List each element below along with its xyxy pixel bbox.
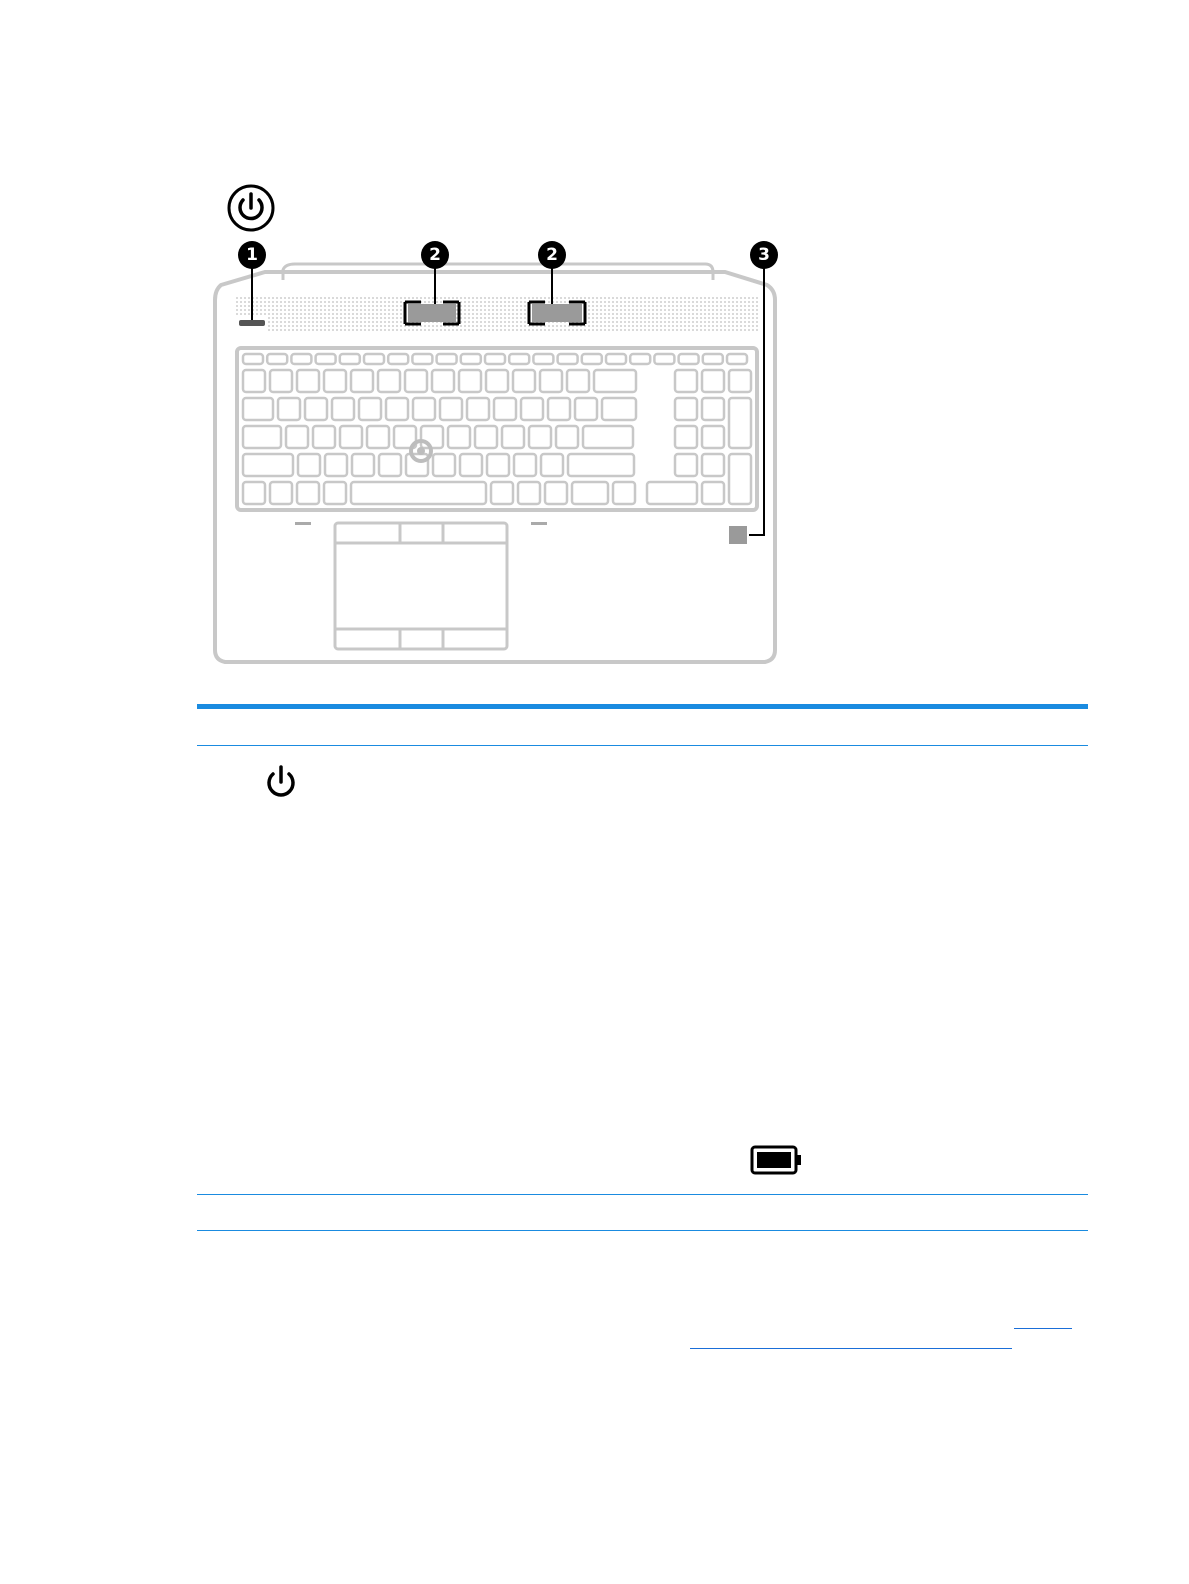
cross-reference-link-continued[interactable] bbox=[690, 1348, 1012, 1349]
callout-2a-leader bbox=[434, 268, 436, 304]
power-button-shape bbox=[239, 320, 265, 326]
callout-2b: 2 bbox=[538, 241, 566, 269]
callout-2a: 2 bbox=[421, 241, 449, 269]
callout-2b-leader bbox=[551, 268, 553, 304]
fingerprint-reader-shape bbox=[729, 526, 747, 544]
callout-3: 3 bbox=[750, 241, 778, 269]
cross-reference-link[interactable] bbox=[1014, 1328, 1072, 1329]
callout-1-leader bbox=[251, 268, 253, 320]
table-top-rule bbox=[197, 704, 1088, 709]
battery-icon bbox=[750, 1144, 804, 1176]
callout-3-leader bbox=[763, 268, 765, 536]
table-bottom-rule bbox=[197, 1230, 1088, 1231]
laptop-line-art bbox=[205, 180, 785, 670]
table-header-rule bbox=[197, 745, 1088, 746]
power-icon bbox=[226, 183, 276, 233]
callout-1: 1 bbox=[238, 241, 266, 269]
keyboard-area-figure bbox=[205, 180, 785, 670]
power-icon bbox=[263, 764, 299, 800]
table-row-rule bbox=[197, 1194, 1088, 1195]
